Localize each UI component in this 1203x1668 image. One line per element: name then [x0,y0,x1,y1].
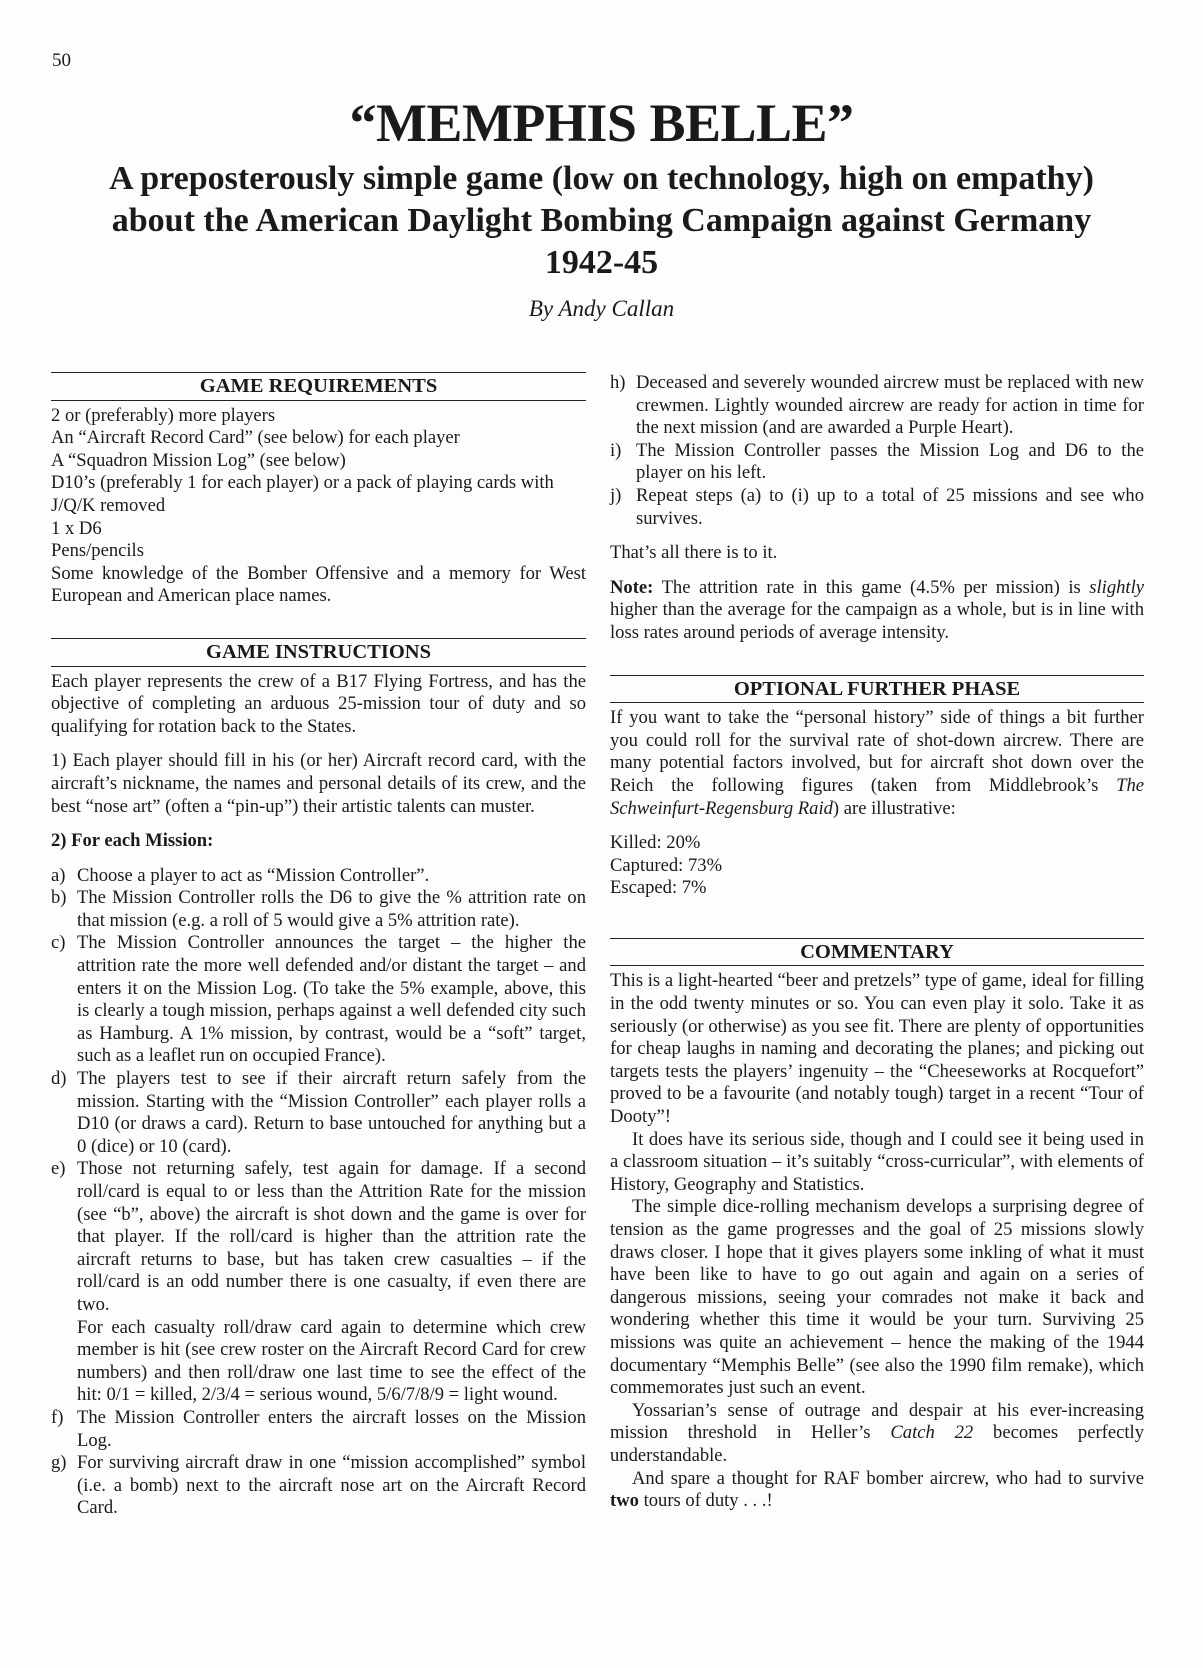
list-item: i) The Mission Controller passes the Mission Log and D6 to the player on his left. [610,439,1144,484]
byline: By Andy Callan [528,296,675,321]
page-number: 50 [52,50,71,71]
mission-steps-continued [610,372,1144,530]
article-title: “MEMPHIS BELLE” [349,93,854,153]
left-column [51,372,586,1520]
right-column [610,372,1144,1513]
instruction-step-1: 1) Each player should fill in his (or her) Aircraft record card, with the aircraft’s nickname, the names and personal details of its crew, and the best “nose art” (often a “pin-up”) their artistic talents can muster. [51,750,586,817]
list-item: Killed: 20% [610,832,701,854]
list-item: An “Aircraft Record Card” (see below) for each player [51,427,460,449]
note-paragraph: Note: The attrition rate in this game (4.5% per mission) is slightly higher than the average for the campaign as a whole, but is in line with loss rates around periods of average intensity. [610,576,1145,643]
list-item: h) Deceased and severely wounded aircrew must be replaced with new crewmen. Lightly wounded aircrew are ready for action in time for the next mission (and are awarded a Purple Heart). [610,372,1144,439]
list-item: Some knowledge of the Bomber Offensive and a memory for West European and American place names. [51,562,586,607]
survival-figures [610,832,1144,900]
step-label: j) [610,484,622,506]
list-item: e) Those not returning safely, test again for damage. If a second roll/card is equal to or less than the Attrition Rate for the mission (see “b”, above) the aircraft is shot down and the game is over for that player. If the roll/card is higher than the attrition rate the aircraft returns to base, but has taken crew casualties – if the roll/card is an odd number there is one casualty, if even there are two. For each casualty roll/draw card again to determine which crew member is hit (see crew roster on the Aircraft Record Card for crew numbers) and then roll/draw one last time to see the effect of the hit: 0/1 = killed, 2/3/4 = serious wound, 5/6/7/8/9 = light wound. [51,1158,586,1406]
list-item: f) The Mission Controller enters the aircraft losses on the Mission Log. [51,1406,586,1451]
commentary-paragraph: Yossarian’s sense of outrage and despair at his ever-increasing mission threshold in Heller’s Catch 22 becomes perfectly understandable. [610,1399,1144,1466]
list-item: Pens/pencils [51,540,144,562]
commentary-paragraph: It does have its serious side, though and I could see it being used in a classroom situation – it’s suitably “cross-curricular”, with elements of History, Geography and Statistics. [610,1128,1144,1195]
commentary-heading: COMMENTARY [610,938,1144,967]
list-item: 2 or (preferably) more players [51,404,276,426]
list-item: Captured: 73% [610,854,723,876]
article-subtitle: A preposterously simple game (low on technology, high on empathy) about the American Daylight Bombing Campaign against Germany 1942-45 [109,160,1094,281]
commentary-paragraph: This is a light-hearted “beer and pretzels” type of game, ideal for filling in the odd twenty minutes or so. You can even play it solo. Take it as seriously (or otherwise) as you see fit. There are plenty of opportunities for cheap laughs in naming and decorating the planes; and picking out targets tests the players’ ingenuity – the “Cheeseworks at Rocquefort” proved to be a favourite (and notably tough) target in a recent “Tour of Dooty”! [610,970,1144,1128]
instructions-intro: Each player represents the crew of a B17 Flying Fortress, and has the objective of completing an arduous 25-mission tour of duty and so qualifying for rotation back to the States. [51,670,586,737]
step-label: h) [610,372,626,393]
optional-text: If you want to take the “personal history” side of things a bit further you could roll for the survival rate of shot-down aircrew. There are many potential factors involved, but for aircraft shot down over the Reich the following figures (taken from Middlebrook’s The Schweinfurt-Regensburg Raid) are illustrative: [610,707,1144,819]
step-label: a) [51,864,66,886]
optional-heading: OPTIONAL FURTHER PHASE [610,675,1144,704]
list-item: j) Repeat steps (a) to (i) up to a total of 25 missions and see who survives. [610,484,1144,529]
step-label: c) [51,932,66,954]
instruction-step-2: 2) For each Mission: [51,830,214,852]
list-item: c) The Mission Controller announces the target – the higher the attrition rate the more well defended and/or distant the target – and enters it on the Mission Log. (To take the 5% example, above, this is clearly a tough mission, perhaps against a well defended city such as Hamburg. A 1% mission, by contrast, would be a “soft” target, such as a leaflet run on occupied France). [51,932,586,1067]
list-item: 1 x D6 [51,517,102,539]
closing-line: That’s all there is to it. [610,542,778,564]
list-item: a) Choose a player to act as “Mission Controller”. [51,864,430,886]
instructions-heading: GAME INSTRUCTIONS [51,638,586,667]
step-label: g) [51,1452,67,1474]
list-item: D10’s (preferably 1 for each player) or a pack of playing cards with J/Q/K removed [51,472,554,516]
list-item: A “Squadron Mission Log” (see below) [51,449,346,471]
step-label: i) [610,439,622,461]
commentary-paragraph: And spare a thought for RAF bomber aircrew, who had to survive two tours of duty . . .! [610,1467,1144,1512]
list-item: b) The Mission Controller rolls the D6 to give the % attrition rate on that mission (e.g. a roll of 5 would give a 5% attrition rate). [51,887,586,931]
mission-steps [51,865,586,1520]
step-label: b) [51,887,67,909]
list-item: g) For surviving aircraft draw in one “mission accomplished” symbol (i.e. a bomb) next to the aircraft nose art on the Aircraft Record Card. [51,1452,586,1519]
list-item: Escaped: 7% [610,877,707,899]
step-label: f) [51,1406,64,1428]
list-item: d) The players test to see if their aircraft return safely from the mission. Starting with the “Mission Controller” each player rolls a D10 (or draws a card). Return to base untouched for anything but a 0 (dice) or 10 (card). [51,1068,586,1157]
commentary-paragraph: The simple dice-rolling mechanism develops a surprising degree of tension as the game progresses and the goal of 25 missions slowly draws closer. I hope that it gives players some inkling of what it must have been like to have to go out again and again on a series of dangerous missions, seeing your comrades not make it back and wondering whether this time it would be your turn. Surviving 25 missions was quite an achievement – hence the making of the 1944 documentary “Memphis Belle” (see also the 1990 film remake), which commemorates just such an event. [610,1196,1144,1399]
requirements-heading: GAME REQUIREMENTS [51,372,586,401]
step-label: d) [51,1068,67,1090]
requirements-list [51,405,586,608]
step-label: e) [51,1158,66,1180]
